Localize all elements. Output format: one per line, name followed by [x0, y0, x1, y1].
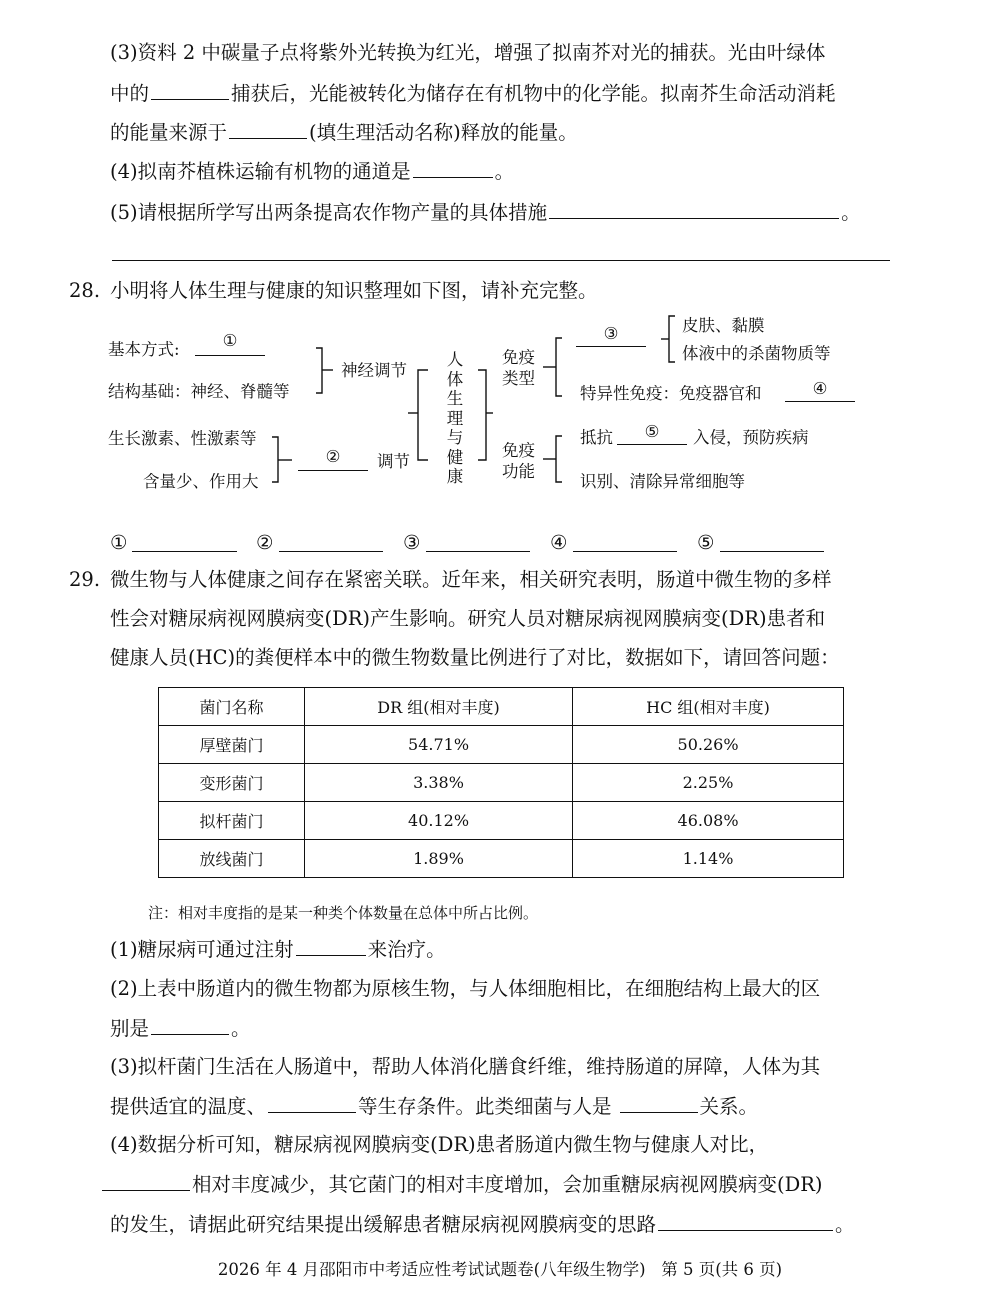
marker-4: ④ — [812, 379, 828, 398]
table-cell: 拟杆菌门 — [159, 802, 305, 840]
q29-s1 — [110, 937, 446, 961]
q29-s4-line3-b: 。 — [835, 1213, 855, 1236]
marker-5: ⑤ — [644, 422, 660, 441]
center-char: 人 — [446, 350, 464, 369]
page-footer: 2026 年 4 月邵阳市中考适应性考试试题卷(八年级生物学) 第 5 页(共 6 页) — [217, 1260, 783, 1279]
small-amount: 含量少、作用大 — [143, 472, 259, 491]
bracket-immune-type — [556, 338, 562, 396]
q29-s2-b: 。 — [231, 1017, 251, 1040]
structure-basis: 结构基础：神经、脊髓等 — [108, 382, 290, 401]
table-cell: 46.08% — [573, 802, 844, 840]
marker-1: ① — [222, 331, 238, 350]
q29-s4-line2-text: 相对丰度减少，其它菌门的相对丰度增加，会加重糖尿病视网膜病变(DR) — [192, 1173, 823, 1196]
table-header: 菌门名称 — [159, 688, 305, 726]
q27-p3-line3 — [110, 120, 578, 144]
table-cell: 厚壁菌门 — [159, 726, 305, 764]
q27-p5 — [110, 200, 861, 224]
q27-p3-line3-b: (填生理活动名称)释放的能量。 — [309, 121, 578, 144]
answer-blank[interactable] — [620, 1094, 698, 1113]
basic-mode-label: 基本方式: — [108, 340, 180, 359]
answer-4-line[interactable] — [573, 551, 677, 552]
table-cell: 放线菌门 — [159, 840, 305, 878]
table-cell: 2.25% — [573, 764, 844, 802]
growth-hormone: 生长激素、性激素等 — [108, 429, 257, 448]
q29-s3-line2 — [110, 1094, 758, 1118]
q27-p4-a: (4)拟南芥植株运输有机物的通道是 — [110, 160, 411, 183]
answer-blank[interactable] — [151, 81, 229, 100]
marker-3: ③ — [603, 324, 619, 343]
identify-clear: 识别、清除异常细胞等 — [580, 472, 745, 491]
immune-type-line1: 免疫 — [502, 348, 535, 367]
bracket-center-right — [478, 370, 486, 460]
q28-number: 28. — [69, 279, 101, 302]
q29-s3-a: 提供适宜的温度、 — [110, 1095, 267, 1118]
q29-s3-c: 关系。 — [699, 1095, 759, 1118]
answer-blank[interactable] — [658, 1212, 833, 1231]
answer-line[interactable] — [112, 260, 890, 261]
bracket-hormone — [272, 437, 278, 482]
table-note: 注：相对丰度指的是某一种类个体数量在总体中所占比例。 — [148, 904, 539, 922]
answer-2-line[interactable] — [279, 551, 383, 552]
table-header-row — [159, 688, 844, 726]
center-char: 康 — [446, 467, 464, 486]
q27-p3-line2-b: 捕获后，光能被转化为储存在有机物中的化学能。拟南芥生命活动消耗 — [231, 82, 836, 105]
q27-p4-b: 。 — [494, 160, 515, 183]
center-char: 与 — [446, 428, 464, 447]
table-row — [159, 764, 844, 802]
immune-type — [502, 347, 535, 389]
q29-line2: 性会对糖尿病视网膜病变(DR)产生影响。研究人员对糖尿病视网膜病变(DR)患者和 — [110, 607, 826, 630]
table-cell: 50.26% — [573, 726, 844, 764]
table-cell: 变形菌门 — [159, 764, 305, 802]
q27-p3-line2 — [110, 81, 836, 105]
answer-blank[interactable] — [413, 159, 493, 178]
center-char: 理 — [446, 408, 464, 428]
nerve-regulation: 神经调节 — [341, 361, 407, 380]
skin-mucosa: 皮肤、黏膜 — [682, 316, 765, 335]
blank-2-line[interactable] — [298, 470, 368, 471]
answer-3-line[interactable] — [426, 551, 530, 552]
q29-line1: 微生物与人体健康之间存在紧密关联。近年来，相关研究表明，肠道中微生物的多样 — [110, 568, 832, 591]
blank-3-line[interactable] — [576, 346, 646, 347]
q29-s3-line1: (3)拟杆菌门生活在人肠道中，帮助人体消化膳食纤维，维持肠道的屏障，人体为其 — [110, 1055, 821, 1078]
table-cell: 54.71% — [305, 726, 573, 764]
blank-1-line[interactable] — [195, 355, 265, 356]
q27-p5-a: (5)请根据所学写出两条提高农作物产量的具体措施 — [110, 201, 548, 224]
bracket-immune-func — [556, 436, 562, 482]
immune-function — [502, 440, 535, 482]
blank-5-line[interactable] — [617, 444, 687, 445]
q27-p5-b: 。 — [841, 201, 861, 224]
q29-s1-a: (1)糖尿病可通过注射 — [110, 938, 294, 961]
bracket-nerve — [316, 348, 322, 393]
q27-p3-line2-a: 中的 — [110, 82, 150, 105]
table-cell: 1.14% — [573, 840, 844, 878]
answer-5-marker: ⑤ — [697, 531, 715, 554]
answer-blank[interactable] — [229, 120, 307, 139]
q29-s2-line1: (2)上表中肠道内的微生物都为原核生物，与人体细胞相比，在细胞结构上最大的区 — [110, 977, 821, 1000]
q29-s4-line2 — [102, 1172, 823, 1196]
regulation-suffix: 调节 — [377, 452, 410, 471]
q27-p3-line3-a: 的能量来源于 — [110, 121, 228, 144]
bracket-regulation — [418, 370, 428, 460]
immune-func-line2: 功能 — [502, 462, 535, 481]
table-cell: 40.12% — [305, 802, 573, 840]
bracket-nonspecific — [669, 316, 675, 362]
q29-line3: 健康人员(HC)的粪便样本中的微生物数量比例进行了对比，数据如下，请回答问题： — [110, 646, 840, 669]
center-vertical-text — [445, 350, 465, 487]
answer-blank[interactable] — [151, 1016, 229, 1035]
answer-4-marker: ④ — [550, 531, 568, 554]
answer-1-line[interactable] — [132, 551, 237, 552]
table-row — [159, 802, 844, 840]
answer-blank[interactable] — [549, 200, 839, 219]
immune-type-line2: 类型 — [502, 369, 535, 388]
answer-blank[interactable] — [268, 1094, 356, 1113]
answer-blank[interactable] — [102, 1172, 190, 1191]
q29-s2-line2 — [110, 1016, 251, 1040]
answer-1-marker: ① — [110, 531, 128, 554]
answer-blank[interactable] — [296, 937, 366, 956]
marker-2: ② — [325, 447, 341, 466]
q27-p3-line1: (3)资料 2 中碳量子点将紫外光转换为红光，增强了拟南芥对光的捕获。光由叶绿体 — [110, 41, 826, 64]
resist-suffix: 入侵，预防疾病 — [693, 428, 809, 447]
specific-immunity: 特异性免疫：免疫器官和 — [580, 384, 762, 403]
answer-2-marker: ② — [256, 531, 274, 554]
table-row — [159, 840, 844, 878]
table-cell: 3.38% — [305, 764, 573, 802]
table-header: DR 组(相对丰度) — [305, 688, 573, 726]
blank-4-line[interactable] — [785, 401, 855, 402]
microbe-table — [158, 687, 844, 878]
center-char: 生 — [446, 389, 464, 408]
body-fluid: 体液中的杀菌物质等 — [682, 344, 831, 363]
table-cell: 1.89% — [305, 840, 573, 878]
resist-label: 抵抗 — [580, 428, 613, 447]
q28-text: 小明将人体生理与健康的知识整理如下图，请补充完整。 — [110, 279, 598, 302]
immune-func-line1: 免疫 — [502, 441, 535, 460]
center-char: 健 — [446, 447, 464, 467]
q29-number: 29. — [69, 568, 101, 591]
q29-s2-a: 别是 — [110, 1017, 150, 1040]
table-row — [159, 726, 844, 764]
q27-p4 — [110, 159, 514, 183]
center-char: 体 — [446, 369, 464, 389]
table-header: HC 组(相对丰度) — [573, 688, 844, 726]
answer-3-marker: ③ — [403, 531, 421, 554]
q29-s1-b: 来治疗。 — [367, 938, 446, 961]
q29-s3-b: 等生存条件。此类细菌与人是 — [358, 1095, 612, 1118]
q29-s4-line3-a: 的发生，请据此研究结果提出缓解患者糖尿病视网膜病变的思路 — [110, 1213, 657, 1236]
answer-5-line[interactable] — [720, 551, 824, 552]
q29-s4-line3 — [110, 1212, 855, 1236]
q29-s4-line1: (4)数据分析可知，糖尿病视网膜病变(DR)患者肠道内微生物与健康人对比， — [110, 1133, 769, 1156]
